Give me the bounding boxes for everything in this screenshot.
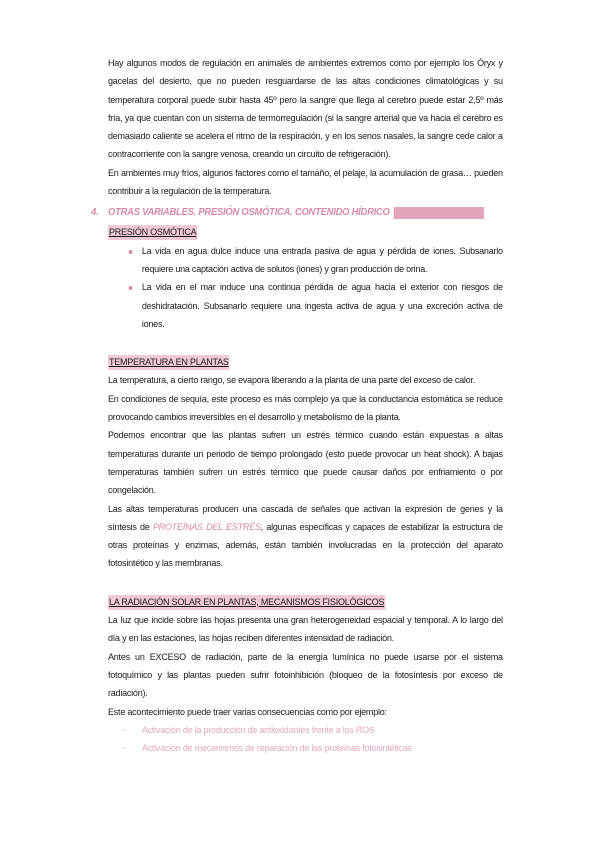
presion-bullet-list — [108, 243, 503, 334]
temperatura-paragraph-1: La temperatura, a cierto rango, se evapora liberando a la planta de una parte del exceso de calor. — [108, 375, 476, 387]
temperatura-paragraph-4 — [108, 501, 503, 574]
intro-paragraph-1: Hay algunos modos de regulación en animales de ambientes extremos como por ejemplo los Óryx y gacelas del desierto, que no pueden resguardarse de las altas condiciones climatológicas y su temperatura corporal puede subir hasta 45º pero la sangre que llega al cerebro puede estar 2,5º más fría, ya que cuentan con un sistema de termorregulación (si la sangre arterial que va hacia el cerebro es demasiado caliente se acelera el ritmo de la respiración, y en los senos nasales, la sangre cede calor a contracorriente con la sangre venosa, creando un circuito de refrigeración). — [108, 58, 503, 161]
proteinas-estres-term: PROTEÍNAS DEL ESTRÉS — [152, 521, 261, 533]
list-item — [108, 279, 503, 334]
bullet-icon — [129, 250, 133, 254]
heading-highlight-bar — [393, 207, 483, 219]
radiacion-paragraph-3: Este acontecimiento puede traer varias consecuencias como por ejemplo: — [108, 706, 387, 718]
document-content — [91, 55, 503, 758]
text-segment: , algunas específicas y capaces de estabilizar la estructura de otras proteínas y enzimas, además, están también involucradas en la protección del aparato fotosintético y las membranas. — [108, 521, 503, 570]
consecuencias-list — [108, 722, 503, 759]
list-item-text: Activación de mecanismos de reparación de las proteínas fotosintéticas — [141, 743, 412, 755]
presion-osmotica-title: PRESIÓN OSMÓTICA — [108, 227, 197, 239]
temperatura-paragraph-2: En condiciones de sequía, este proceso es más complejo ya que la conductancia estomática se reduce provocando cambios irreversibles en el desarrollo y metabolismo de la planta. — [108, 393, 503, 424]
list-item — [108, 722, 503, 740]
temperatura-plantas-title: TEMPERATURA EN PLANTAS — [108, 357, 229, 369]
list-item-text: Activación de la producción de antioxidantes frente a los ROS — [141, 724, 375, 736]
list-item — [108, 740, 503, 758]
bullet-text: La vida en agua dulce induce una entrada pasiva de agua y pérdida de iones. Subsanarlo requiere una captación activa de solutos (iones) y gran producción de orina. — [141, 245, 503, 275]
section-4-title: OTRAS VARIABLES. PRESIÓN OSMÓTICA. CONTENIDO HÍDRICO — [108, 207, 390, 219]
intro-paragraph-2: En ambientes muy fríos, algunos factores como el tamaño, el pelaje, la acumulación de grasa… pueden contribuir a la regulación de la temperatura. — [108, 167, 503, 198]
radiacion-solar-title: LA RADIACIÓN SOLAR EN PLANTAS, MECANISMOS FISIOLÓGICOS — [108, 596, 385, 608]
section-4-heading — [91, 204, 503, 222]
bullet-icon — [129, 286, 133, 290]
dash-icon: - — [123, 743, 126, 755]
dash-icon: - — [123, 724, 126, 736]
list-item — [108, 243, 503, 280]
radiacion-paragraph-2: Antes un EXCESO de radiación, parte de la energía lumínica no puede usarse por el sistema fotoquímico y las plantas pueden sufrir fotoinhibición (bloqueo de la fotosíntesis por exceso de radiación). — [108, 651, 503, 700]
bullet-text: La vida en el mar induce una continua pérdida de agua hacia el exterior con riesgos de deshidratación. Subsanarlo requiere una ingesta activa de agua y una excreción activa de iones. — [141, 282, 503, 330]
temperatura-paragraph-3: Podemos encontrar que las plantas sufren un estrés térmico cuando están expuestas a altas temperaturas durante un periodo de tiempo prolongado (esto puede provocar un heat shock). A bajas temperaturas también sufren un estrés térmico que puede causar daños por enfriamiento o por congelación. — [108, 430, 503, 497]
radiacion-paragraph-1: La luz que incide sobre las hojas presenta una gran heterogeneidad espacial y temporal. A lo largo del día y en las estaciones, las hojas reciben diferentes intensidad de radiación. — [108, 615, 503, 645]
text-segment: Las altas temperaturas producen una cascada de señales que activan la expresión de genes y la síntesis de — [108, 503, 503, 533]
section-4-number: 4. — [91, 207, 99, 219]
